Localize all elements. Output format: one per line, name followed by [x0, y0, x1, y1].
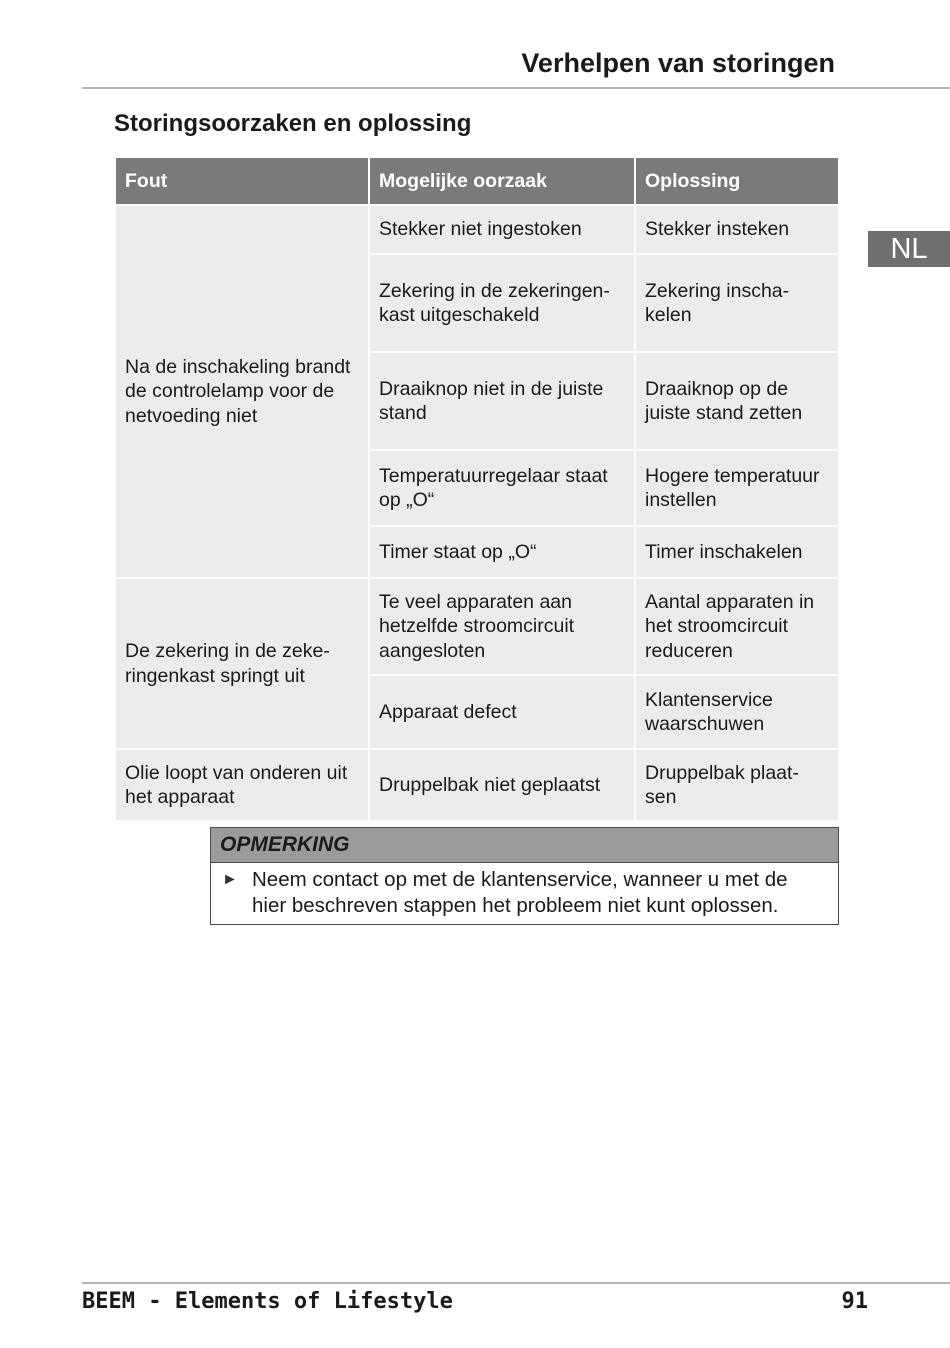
solution-cell: Druppelbak plaat-sen [635, 749, 839, 821]
cause-cell: Druppelbak niet geplaatst [369, 749, 635, 821]
cause-cell: Te veel apparaten aan hetzelfde stroomcircuit aangesloten [369, 578, 635, 675]
solution-cell: Draaiknop op de juiste stand zetten [635, 352, 839, 450]
arrow-right-icon: ► [222, 871, 238, 888]
cause-cell: Draaiknop niet in de juiste stand [369, 352, 635, 450]
cause-cell: Temperatuurregelaar staat op „O“ [369, 450, 635, 526]
footer-divider [82, 1282, 950, 1284]
troubleshooting-table [114, 156, 840, 822]
fault-cell: Olie loopt van onderen uit het apparaat [115, 749, 369, 821]
cause-cell: Zekering in de zekeringen-kast uitgeschakeld [369, 254, 635, 352]
cause-cell: Timer staat op „O“ [369, 526, 635, 578]
fault-cell: Na de inschakeling brandt de controlelamp voor de netvoeding niet [115, 205, 369, 578]
page-title: Verhelpen van storingen [521, 48, 835, 78]
solution-cell: Zekering inscha-kelen [635, 254, 839, 352]
cause-cell: Stekker niet ingestoken [369, 205, 635, 254]
column-header-cause: Mogelijke oorzaak [369, 157, 635, 205]
solution-cell: Timer inschakelen [635, 526, 839, 578]
header-divider [82, 87, 950, 89]
column-header-fault: Fout [115, 157, 369, 205]
cause-cell: Apparaat defect [369, 675, 635, 749]
table-row [115, 205, 839, 254]
note-body [211, 863, 838, 924]
solution-cell: Stekker insteken [635, 205, 839, 254]
page-number: 91 [841, 1289, 868, 1314]
footer-brand: BEEM - Elements of Lifestyle [82, 1289, 453, 1314]
table-row [115, 578, 839, 675]
solution-cell: Klantenservice waarschuwen [635, 675, 839, 749]
language-tab: NL [868, 231, 950, 267]
fault-cell: De zekering in de zeke-ringenkast springt uit [115, 578, 369, 749]
note-heading: OPMERKING [211, 828, 838, 863]
table-row [115, 749, 839, 821]
solution-cell: Aantal apparaten in het stroomcircuit reduceren [635, 578, 839, 675]
column-header-solution: Oplossing [635, 157, 839, 205]
note-text: Neem contact op met de klantenservice, wanneer u met de hier beschreven stappen het probleem niet kunt oplossen. [252, 868, 788, 917]
table-header-row [115, 157, 839, 205]
solution-cell: Hogere temperatuur instellen [635, 450, 839, 526]
section-title: Storingsoorzaken en oplossing [114, 110, 472, 137]
note-box [210, 827, 839, 925]
